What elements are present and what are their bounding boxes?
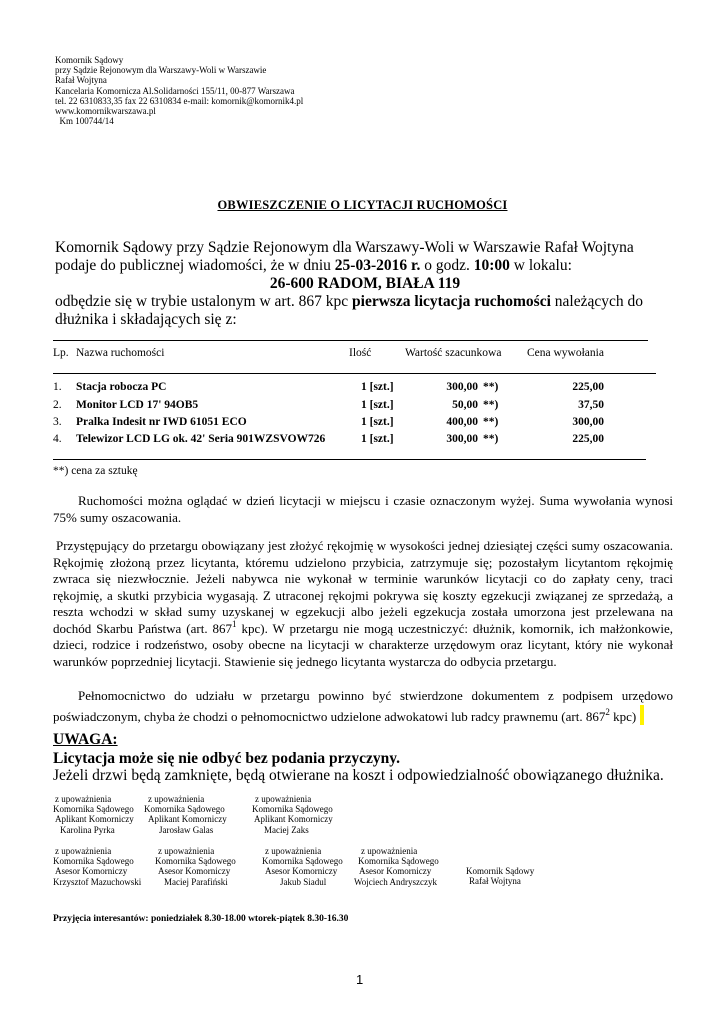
signature-name: Jakub Siadul	[280, 876, 327, 887]
signature-line: z upoważnienia	[361, 846, 418, 856]
table-top-rule	[53, 340, 648, 341]
signature-name: Krzysztof Mazuchowski	[53, 876, 142, 887]
signature-line: z upoważnienia	[265, 846, 322, 856]
signature-name: Jarosław Galas	[159, 824, 214, 835]
row-mark: **)	[483, 381, 499, 393]
signature-line: Komornika Sądowego	[53, 856, 134, 867]
signature-line: Asesor Komorniczy	[158, 866, 231, 877]
viewing-paragraph	[53, 493, 673, 526]
letterhead-line: Komornik Sądowy	[55, 55, 124, 65]
signature-line: Komornika Sądowego	[144, 804, 225, 815]
signature-line: Aplikant Komorniczy	[148, 814, 227, 825]
table-header-rule	[53, 373, 656, 374]
signature-line: Aplikant Komorniczy	[55, 814, 134, 825]
row-mark: **)	[483, 416, 499, 428]
paragraph-text: Przystępujący do przetargu obowiązany jest złożyć rękojmię w wysokości jednej dziesiątej części sumy oszacowania. Rękojmię złożoną przez licytanta, któremu udzielono przybicia, zatrzymuje się; pozostałym licytantom rękojmię zwraca się niezwłocznie. Jeżeli nabywca nie wykonał w terminie warunków licytacji co do zapłaty ceny, traci rękojmię, a skutki przybicia wygasają. Z utraconej rękojmi pokrywa się koszty egzekucji związanej ze sprzedażą, a reszta wchodzi w skład sumy uzyskanej w egzekucji albo jeżeli egzekucja została umorzona jest przelewana na dochód Skarbu Państwa (art. 867	[53, 538, 673, 636]
row-lp: 4.	[53, 433, 62, 445]
signature-line: z upoważnienia	[55, 794, 112, 804]
auction-type: pierwsza licytacja ruchomości	[352, 293, 551, 310]
warning-heading: UWAGA:	[53, 731, 118, 748]
signature-line: Komornika Sądowego	[262, 856, 343, 867]
row-value: 300,00	[446, 433, 478, 445]
signature-line: Aplikant Komorniczy	[254, 814, 333, 825]
row-value: 400,00	[446, 416, 478, 428]
row-price: 37,50	[578, 399, 604, 411]
signature-block	[252, 794, 333, 835]
highlight-mark	[640, 705, 644, 725]
signature-block	[144, 794, 227, 835]
signature-line: z upoważnienia	[158, 846, 215, 856]
row-qty: 1 [szt.]	[361, 399, 394, 411]
auction-address: 26-600 RADOM, BIAŁA 119	[269, 275, 461, 292]
row-name: Stacja robocza PC	[76, 381, 167, 393]
table-footnote: **) cena za sztukę	[53, 465, 138, 477]
bailiff-signature	[466, 866, 534, 886]
signature-line: Asesor Komorniczy	[265, 866, 338, 877]
paragraph-text: Pełnomocnictwo do udziału w przetargu powinno być stwierdzone dokumentem z podpisem urzędowo poświadczonym, chyba że chodzi o pełnomocnictwo udzielone adwokatowi lub radcy prawnemu (art. 867	[53, 688, 673, 724]
letterhead-line: Kancelaria Komornicza Al.Solidarności 155/11, 00-877 Warszawa	[55, 85, 295, 96]
signature-block	[354, 846, 439, 887]
auction-time: 10:00	[473, 257, 510, 274]
intro-text: Komornik Sądowy przy Sądzie Rejonowym dla Warszawy-Woli w Warszawie Rafał Wojtyna podaje do publicznej wiadomości, że w dniu	[55, 239, 634, 274]
row-lp: 3.	[53, 416, 62, 428]
signature-line: Asesor Komorniczy	[359, 866, 432, 877]
warning-line-1: Licytacja może się nie odbyć bez podania przyczyny.	[53, 750, 400, 767]
row-name: Telewizor LCD LG ok. 42' Seria 901WZSVOW726	[76, 433, 326, 445]
paragraph-text: kpc)	[609, 708, 637, 724]
signature-name: Rafał Wojtyna	[469, 876, 521, 887]
deposit-paragraph	[53, 538, 673, 670]
row-price: 300,00	[572, 416, 604, 428]
col-header-qty: Ilość	[349, 347, 372, 359]
signature-name: Wojciech Andryszczyk	[354, 876, 437, 887]
paragraph-text: Ruchomości można oglądać w dzień licytacji w miejscu i czasie oznaczonym wyżej. Suma wywołania wynosi 75% sumy oszacowania.	[53, 493, 673, 525]
case-number: Km 100744/14	[55, 116, 114, 127]
row-value: 300,00	[446, 381, 478, 393]
col-header-price: Cena wywołania	[527, 347, 604, 359]
signature-block	[155, 846, 236, 887]
superscript: 2	[605, 706, 610, 717]
signature-block	[262, 846, 343, 887]
col-header-value: Wartość szacunkowa	[405, 347, 502, 359]
intro-text: w lokalu:	[509, 257, 572, 274]
intro-paragraph	[55, 239, 675, 329]
bailiff-letterhead	[55, 55, 303, 126]
row-qty: 1 [szt.]	[361, 381, 394, 393]
row-mark: **)	[483, 433, 499, 445]
paragraph-text: kpc). W przetargu nie mogą uczestniczyć: dłużnik, komornik, ich małżonkowie, dzieci, rodzice i rodzeństwo, osoby obecne na licytacji w charakterze urzędowym oraz licytant, który nie wykonał warunków poprzedniej licytacji. Stawienie się jednego licytanta wystarcza do odbycia przetargu.	[53, 620, 673, 669]
row-name: Monitor LCD 17' 94OB5	[76, 399, 199, 411]
col-header-lp: Lp.	[53, 347, 69, 359]
superscript: 1	[232, 618, 237, 629]
signature-line: Asesor Komorniczy	[55, 866, 128, 877]
warning-line-2: Jeżeli drzwi będą zamknięte, będą otwierane na koszt i odpowiedzialność obowiązanego dłużnika.	[53, 767, 664, 784]
signature-line: Komornik Sądowy	[466, 866, 535, 876]
signature-line: Komornika Sądowego	[252, 804, 333, 815]
row-value: 50,00	[452, 399, 478, 411]
signature-line: Komornika Sądowego	[53, 804, 134, 815]
signature-line: Komornika Sądowego	[155, 856, 236, 867]
row-lp: 2.	[53, 399, 62, 411]
signature-line: z upoważnienia	[55, 846, 112, 856]
letterhead-line: Rafał Wojtyna	[55, 75, 107, 86]
row-price: 225,00	[572, 381, 604, 393]
row-qty: 1 [szt.]	[361, 416, 394, 428]
row-name: Pralka Indesit nr IWD 61051 ECO	[76, 416, 247, 428]
document-title: OBWIESZCZENIE O LICYTACJI RUCHOMOŚCI	[217, 198, 508, 212]
row-mark: **)	[483, 399, 499, 411]
signature-line: z upoważnienia	[255, 794, 312, 804]
auction-date: 25-03-2016 r.	[334, 257, 421, 274]
signature-line: z upoważnienia	[148, 794, 205, 804]
col-header-name: Nazwa ruchomości	[76, 347, 165, 359]
intro-text: o godz.	[420, 257, 474, 274]
signature-line: Komornika Sądowego	[358, 856, 439, 867]
power-of-attorney-paragraph	[53, 688, 673, 725]
table-bottom-rule	[53, 459, 646, 460]
signature-name: Karolina Pyrka	[60, 824, 115, 835]
signature-name: Maciej Parafiński	[164, 876, 228, 887]
row-qty: 1 [szt.]	[361, 433, 394, 445]
intro-text: odbędzie się w trybie ustalonym w art. 867 kpc	[55, 293, 353, 310]
signature-block	[53, 794, 134, 835]
letterhead-line: tel. 22 6310833,35 fax 22 6310834 e-mail: komornik@komornik4.pl	[55, 95, 304, 106]
row-lp: 1.	[53, 381, 62, 393]
row-price: 225,00	[572, 433, 604, 445]
office-hours: Przyjęcia interesantów: poniedziałek 8.30-18.00 wtorek-piątek 8.30-16.30	[53, 914, 349, 924]
letterhead-line: www.komornikwarszawa.pl	[55, 106, 156, 117]
signature-name: Maciej Zaks	[264, 824, 309, 835]
intro-text: należących do dłużnika i składających się z:	[55, 293, 643, 328]
letterhead-line: przy Sądzie Rejonowym dla Warszawy-Woli w Warszawie	[55, 65, 267, 76]
signature-block	[53, 846, 141, 887]
page-number: 1	[356, 972, 364, 987]
